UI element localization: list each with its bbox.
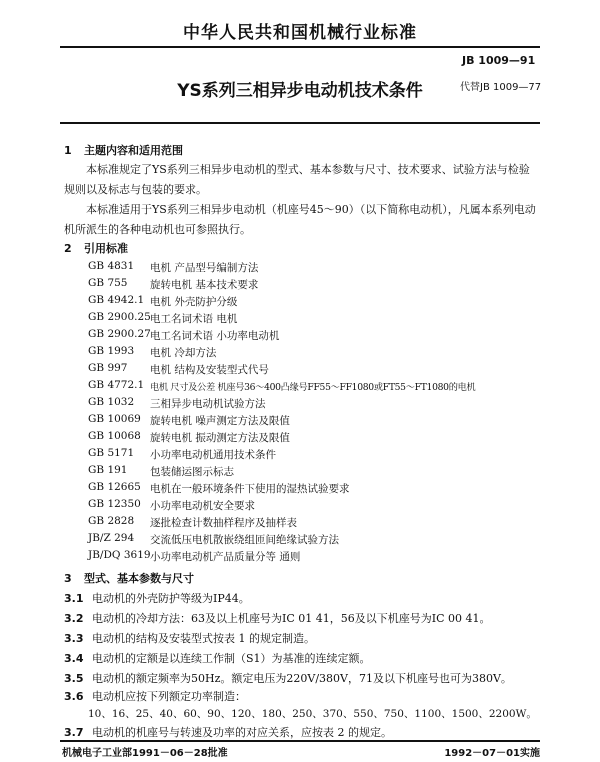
ref-code: GB 2828: [88, 515, 135, 527]
section-2-heading: [64, 240, 128, 256]
section-title: 主题内容和适用范围: [84, 144, 183, 157]
clause-text: 电动机的机座号与转速及功率的对应关系，应按表 2 的规定。: [92, 726, 392, 739]
ref-name: 小功率电动机产品质量分等 通则: [150, 551, 301, 563]
ref-name: 电机 尺寸及公差 机座号36～400凸缘号FF55～FF1080或FT55～FT1080的电机: [150, 382, 476, 393]
document-title: YS系列三相异步电动机技术条件: [177, 81, 423, 101]
ref-code: GB 1993: [88, 345, 135, 357]
section-title: 型式、基本参数与尺寸: [84, 572, 194, 585]
ref-code: GB 2900.25: [88, 311, 151, 323]
section-1-paragraph-2: 本标准适用于YS系列三相异步电动机（机座号45～90）（以下简称电动机），凡属本系列电动机所派生的各种电动机也可参照执行。: [64, 203, 536, 236]
ref-name: 旋转电机 基本技术要求: [150, 279, 259, 291]
ref-code: GB 4831: [88, 260, 135, 272]
clause-number: 3.5: [64, 672, 84, 685]
ref-code: GB 755: [88, 277, 128, 289]
clause-number: 3.6: [64, 690, 84, 703]
ref-code: GB 5171: [88, 447, 135, 459]
clause-text: 电动机的定额是以连续工作制（S1）为基准的连续定额。: [92, 652, 371, 665]
clause-number: 3.2: [64, 612, 84, 625]
section-number: 1: [64, 144, 72, 157]
clause: [64, 688, 246, 704]
ref-name: 旋转电机 振动测定方法及限值: [150, 432, 290, 444]
ref-code: GB 4942.1: [88, 294, 145, 306]
section-title: 引用标准: [84, 242, 128, 255]
ref-name: 旋转电机 噪声测定方法及限值: [150, 415, 290, 427]
header-rule: [60, 46, 540, 48]
clause-number: 3.3: [64, 632, 84, 645]
clause-number: 3.1: [64, 592, 84, 605]
ref-name: 交流低压电机散嵌绕组匝间绝缘试验方法: [150, 534, 339, 546]
replaces-standard: 代替JB 1009—77: [460, 82, 542, 93]
clause: [64, 650, 371, 666]
clause-text: 电动机的结构及安装型式按表 1 的规定制造。: [92, 632, 315, 645]
ref-code: GB 10069: [88, 413, 141, 425]
clause: [64, 724, 392, 740]
ref-code: GB 10068: [88, 430, 141, 442]
clause-number: 3.4: [64, 652, 84, 665]
section-number: 3: [64, 572, 72, 585]
effective-date: 1992－07－01实施: [444, 748, 540, 759]
ref-code: JB/Z 294: [88, 532, 135, 544]
clause-text: 电动机的冷却方法：63及以上机座号为IC 01 41，56及以下机座号为IC 00 41。: [92, 612, 491, 625]
ref-code: GB 191: [88, 464, 128, 476]
clause-number: 3.7: [64, 726, 84, 739]
ref-name: 逐批检查计数抽样程序及抽样表: [150, 517, 297, 529]
rated-power-list: 10、16、25、40、60、90、120、180、250、370、550、750、1100、1500、2200W。: [88, 708, 537, 720]
ref-name: 小功率电动机通用技术条件: [150, 449, 276, 461]
ref-name: 电工名词术语 小功率电动机: [150, 330, 280, 342]
ref-code: GB 4772.1: [88, 379, 145, 391]
ref-name: 电机 外壳防护分级: [150, 296, 238, 308]
section-number: 2: [64, 242, 72, 255]
ref-code: GB 2900.27: [88, 328, 151, 340]
ref-code: GB 12665: [88, 481, 141, 493]
ref-name: 三相异步电动机试验方法: [150, 398, 266, 410]
ref-code: GB 12350: [88, 498, 141, 510]
ref-name: 包装储运图示标志: [150, 466, 234, 478]
section-1-paragraph-1: 本标准规定了YS系列三相异步电动机的型式、基本参数与尺寸、技术要求、试验方法与检验规则以及标志与包装的要求。: [64, 163, 530, 196]
footer-rule: [60, 740, 540, 742]
clause: [64, 670, 512, 686]
clause-text: 电动机的额定频率为50Hz。额定电压为220V/380V，71及以下机座号也可为380V。: [92, 672, 512, 685]
ref-code: JB/DQ 3619: [88, 549, 151, 561]
ref-code: GB 997: [88, 362, 128, 374]
ref-name: 电工名词术语 电机: [150, 313, 238, 325]
ref-name: 电机 结构及安装型式代号: [150, 364, 269, 376]
issuing-organization: 中华人民共和国机械行业标准: [183, 23, 417, 43]
ref-name: 电机 冷却方法: [150, 347, 217, 359]
section-3-heading: [64, 570, 194, 586]
approval-date: 机械电子工业部1991－06－28批准: [62, 748, 228, 759]
ref-code: GB 1032: [88, 396, 135, 408]
clause: [64, 590, 250, 606]
standard-number: JB 1009—91: [462, 54, 536, 67]
clause-text: 电动机应按下列额定功率制造：: [92, 690, 246, 703]
ref-name: 小功率电动机安全要求: [150, 500, 255, 512]
clause-text: 电动机的外壳防护等级为IP44。: [92, 592, 250, 605]
clause: [64, 630, 315, 646]
ref-name: 电机在一般环境条件下使用的湿热试验要求: [150, 483, 350, 495]
title-rule: [60, 122, 540, 124]
clause: [64, 610, 491, 626]
ref-name: 电机 产品型号编制方法: [150, 262, 259, 274]
section-1-heading: [64, 142, 183, 158]
